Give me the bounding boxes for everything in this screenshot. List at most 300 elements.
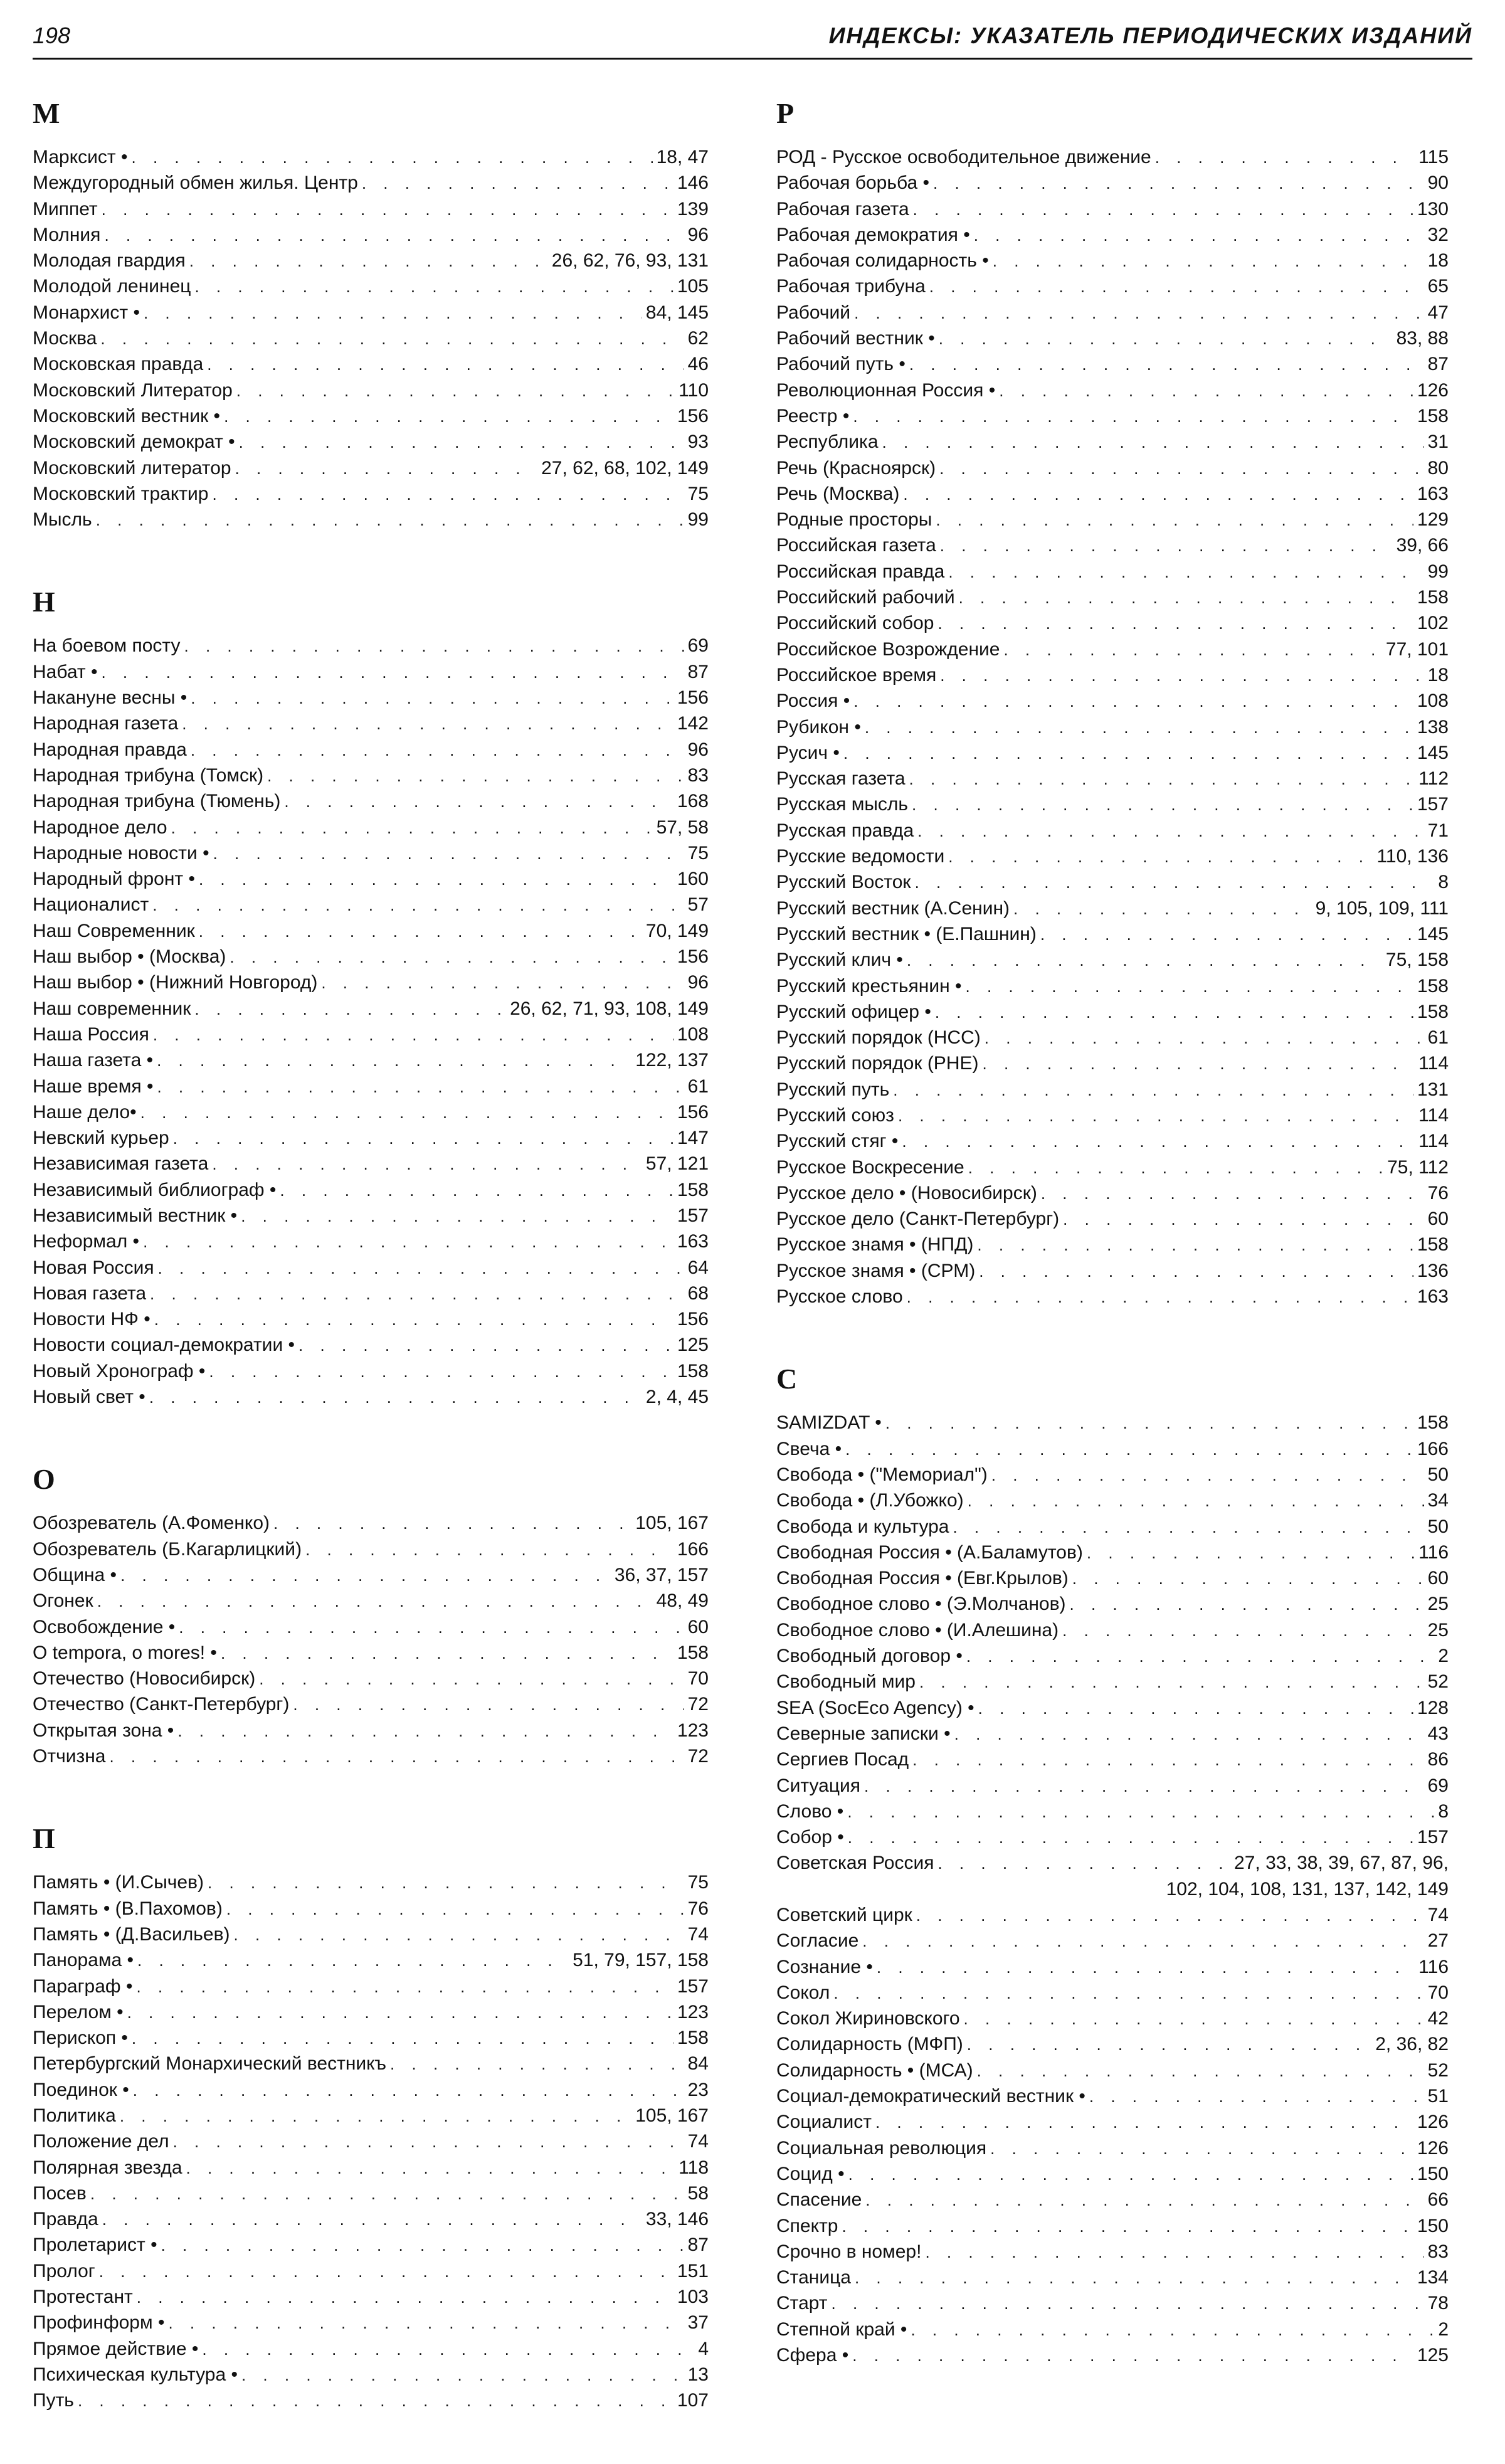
index-entry (776, 1232, 1449, 1257)
entry-title: Российская правда (776, 561, 945, 582)
index-entry (776, 1462, 1449, 1488)
entry-pages: 158 (1417, 587, 1449, 608)
index-entry (776, 740, 1449, 766)
dot-leader (1003, 637, 1381, 663)
entry-title: Посев (33, 2182, 87, 2204)
entry-pages: 134 (1417, 2267, 1449, 2288)
dot-leader (912, 792, 1413, 818)
index-entry (33, 2336, 709, 2362)
index-entry (33, 1536, 709, 1562)
entry-title: Община • (33, 1564, 117, 1585)
entry-pages: 163 (677, 1231, 709, 1252)
dot-leader (321, 970, 684, 996)
entry-title: Пролог (33, 2260, 95, 2282)
entry-pages: 70 (1427, 1982, 1449, 2003)
dot-leader (202, 2337, 694, 2362)
dot-leader (917, 818, 1423, 844)
entry-title: Русский Восток (776, 872, 911, 893)
entry-title: Сокол (776, 1982, 830, 2003)
entry-pages: 93 (687, 431, 709, 453)
dot-leader (966, 1644, 1434, 1669)
dot-leader (909, 352, 1424, 378)
index-entry (33, 1281, 709, 1306)
dot-leader (875, 2110, 1413, 2135)
dot-leader (937, 611, 1413, 637)
index-entry (776, 144, 1449, 170)
dot-leader (96, 507, 684, 533)
index-entry (776, 1025, 1449, 1050)
entry-title: Петербургский Монархический вестникъ (33, 2053, 387, 2075)
entry-title: Русский крестьянин • (776, 975, 962, 997)
index-entry (33, 351, 709, 377)
index-entry (33, 1125, 709, 1151)
entry-pages: 75 (687, 842, 709, 864)
entry-title: Русское знамя • (НПД) (776, 1234, 974, 1256)
index-entry (776, 1669, 1449, 1695)
dot-leader (224, 404, 673, 430)
entry-pages: 138 (1417, 716, 1449, 738)
dot-leader (855, 2265, 1413, 2291)
entry-pages: 18 (1427, 250, 1449, 272)
dot-leader (966, 974, 1413, 1000)
entry-pages: 158 (1417, 405, 1449, 426)
entry-title: Спектр (776, 2215, 838, 2236)
entry-title: Русское дело (Санкт-Петербург) (776, 1208, 1060, 1230)
dot-leader (137, 1948, 569, 1974)
index-entry (33, 1614, 709, 1640)
entry-pages: 27 (1427, 1930, 1449, 1952)
dot-leader (78, 2388, 673, 2414)
entry-title: Молодой ленинец (33, 276, 191, 297)
index-entry (776, 1258, 1449, 1284)
index-entry (776, 999, 1449, 1025)
index-entry (33, 429, 709, 455)
index-entry (33, 788, 709, 814)
entry-pages: 108 (1417, 690, 1449, 712)
entry-title: Русский союз (776, 1104, 894, 1126)
entry-title: Москва (33, 328, 97, 349)
entry-pages: 43 (1427, 1723, 1449, 1744)
index-entry (776, 1799, 1449, 1824)
index-entry (33, 685, 709, 711)
dot-leader (1155, 145, 1415, 171)
entry-title: Станица (776, 2267, 851, 2288)
entry-title: Народная правда (33, 739, 187, 760)
entry-title: Новая газета (33, 1282, 147, 1304)
entry-pages: 96 (687, 224, 709, 245)
entry-pages: 83 (687, 764, 709, 786)
dot-leader (968, 1155, 1383, 1181)
dot-leader (1013, 896, 1312, 922)
index-section (33, 1819, 709, 2413)
index-entry (33, 1691, 709, 1717)
index-entry (776, 2058, 1449, 2083)
entry-pages: 122, 137 (635, 1050, 709, 1071)
index-entry (776, 1928, 1449, 1954)
dot-leader (102, 2207, 642, 2233)
entry-title: Рабочая борьба • (776, 172, 929, 194)
entry-pages: 118 (679, 2157, 709, 2178)
entry-title: Российский собор (776, 613, 934, 634)
entry-title: Реестр • (776, 405, 850, 426)
entry-title: Сокол Жириновского (776, 2008, 960, 2029)
entry-pages: 46 (687, 354, 709, 375)
entry-title: Открытая зона • (33, 1720, 174, 1741)
index-entry (776, 1773, 1449, 1799)
entry-title: Наш современник (33, 998, 191, 1019)
entry-pages: 126 (1417, 379, 1449, 401)
entry-pages: 116 (1418, 1956, 1449, 1977)
entry-pages: 96 (687, 972, 709, 993)
entry-title: Сознание • (776, 1956, 873, 1977)
entry-pages: 27, 33, 38, 39, 67, 87, 96, (1234, 1853, 1449, 1874)
entry-pages: 18, 47 (656, 147, 709, 167)
section-letter-heading: Н (33, 586, 55, 618)
index-entry (33, 196, 709, 222)
dot-leader (915, 870, 1435, 896)
entry-pages: 125 (677, 1335, 709, 1356)
entry-pages: 78 (1427, 2293, 1449, 2314)
entry-title: Независимый вестник • (33, 1205, 238, 1226)
entry-title: Накануне весны • (33, 687, 187, 709)
dot-leader (936, 507, 1413, 533)
entry-pages: 102 (1417, 613, 1449, 634)
dot-leader (132, 145, 653, 171)
index-entry (776, 273, 1449, 299)
entry-title: Народная газета (33, 713, 179, 734)
entry-title: Свобода • ("Мемориал") (776, 1464, 988, 1485)
index-entry (33, 1384, 709, 1410)
dot-leader (991, 1462, 1424, 1488)
entry-title: Русский клич • (776, 949, 903, 971)
entry-pages: 146 (677, 172, 709, 194)
entry-title: Россия • (776, 690, 850, 712)
entry-title: Свободное слово • (И.Алешина) (776, 1619, 1059, 1641)
entry-pages: 156 (677, 1309, 709, 1330)
index-entry (33, 659, 709, 685)
entry-pages: 25 (1427, 1594, 1449, 1615)
index-entry (33, 815, 709, 840)
entry-pages: 64 (687, 1257, 709, 1278)
entry-title: Положение дел (33, 2131, 169, 2152)
index-entry (776, 818, 1449, 843)
entry-title: Перелом • (33, 2001, 124, 2022)
index-entry (33, 1666, 709, 1691)
entry-title: Старт (776, 2293, 828, 2314)
dot-leader (848, 2162, 1413, 2187)
entry-title: Наше время • (33, 1076, 154, 1097)
entry-title: Русское слово (776, 1286, 903, 1308)
dot-leader (120, 2103, 631, 2129)
dot-leader (953, 1515, 1423, 1540)
index-entry (776, 2342, 1449, 2368)
entry-pages: 158 (677, 2028, 709, 2049)
entry-pages: 61 (687, 1076, 709, 1097)
entry-title: Социал-демократический вестник • (776, 2086, 1085, 2107)
entry-pages: 8 (1438, 1800, 1449, 1822)
entry-pages: 26, 62, 76, 93, 131 (551, 250, 709, 272)
index-entry (33, 170, 709, 196)
entry-title: Свобода • (Л.Убожко) (776, 1490, 964, 1511)
entry-title: Солидарность • (МСА) (776, 2060, 973, 2081)
dot-leader (853, 404, 1413, 430)
dot-leader (97, 1589, 653, 1614)
index-entry (33, 2025, 709, 2051)
entry-pages: 157 (1417, 1827, 1449, 1848)
index-column-right (776, 94, 1449, 2418)
entry-title: Новый свет • (33, 1387, 145, 1408)
index-entry (33, 996, 709, 1022)
dot-leader (194, 274, 673, 300)
index-entry (776, 429, 1449, 455)
dot-leader (280, 1178, 673, 1203)
dot-leader (194, 997, 506, 1022)
entry-pages: 123 (677, 2001, 709, 2022)
index-entry (776, 1410, 1449, 1436)
index-entry (776, 2161, 1449, 2187)
dot-leader (929, 274, 1424, 300)
index-entry (33, 866, 709, 892)
index-entry (33, 1151, 709, 1176)
entry-title: Свободная Россия • (Евг.Крылов) (776, 1568, 1069, 1589)
entry-pages: 145 (1417, 923, 1449, 944)
dot-leader (852, 2343, 1413, 2369)
entry-title: Свободная Россия • (А.Баламутов) (776, 1541, 1083, 1563)
dot-leader (1062, 1618, 1424, 1644)
index-entry (776, 1721, 1449, 1747)
entry-pages: 57, 121 (645, 1153, 709, 1175)
index-entry (776, 1695, 1449, 1721)
dot-leader (990, 2136, 1413, 2162)
dot-leader (940, 533, 1393, 559)
entry-pages: 62 (687, 328, 709, 349)
index-entry (33, 1869, 709, 1895)
entry-title: Панорама • (33, 1950, 134, 1971)
dot-leader (173, 2129, 684, 2155)
entry-pages: 114 (1418, 1053, 1449, 1074)
entry-pages: 2, 4, 45 (645, 1387, 709, 1408)
dot-leader (974, 223, 1424, 248)
dot-leader (935, 1000, 1413, 1025)
entry-pages: 130 (1417, 198, 1449, 219)
entry-pages: 158 (677, 1642, 709, 1663)
dot-leader (848, 1825, 1413, 1851)
entry-pages: 74 (687, 2131, 709, 2152)
entry-title: Ситуация (776, 1775, 861, 1796)
dot-leader (186, 2155, 675, 2181)
entry-pages: 61 (1427, 1027, 1449, 1049)
entry-title: Московский демократ • (33, 431, 235, 453)
index-entry (33, 892, 709, 917)
index-entry (33, 1922, 709, 1947)
entry-pages: 125 (1417, 2345, 1449, 2366)
entry-title: Рабочий (776, 302, 851, 323)
dot-leader (221, 1641, 673, 1666)
entry-title: Наш выбор • (Нижний Новгород) (33, 972, 318, 993)
index-entry (776, 1643, 1449, 1669)
index-entry (33, 1562, 709, 1588)
entry-title: Отчизна (33, 1746, 106, 1767)
entry-pages: 26, 62, 71, 93, 108, 149 (510, 998, 709, 1019)
entry-pages: 158 (1417, 1412, 1449, 1434)
index-entry (33, 1974, 709, 1999)
entry-pages: 50 (1427, 1516, 1449, 1537)
entry-title: Республика (776, 431, 879, 453)
entry-title: Отечество (Новосибирск) (33, 1668, 256, 1689)
entry-title: Степной край • (776, 2319, 907, 2340)
entry-pages: 74 (1427, 1905, 1449, 1925)
index-entry (33, 2284, 709, 2310)
index-entry (776, 248, 1449, 273)
entry-pages: 84, 145 (645, 302, 709, 323)
entry-title: Новости НФ • (33, 1309, 150, 1330)
dot-leader (893, 1077, 1413, 1103)
dot-leader (226, 1896, 684, 1922)
entry-title: Русское знамя • (СРМ) (776, 1260, 976, 1281)
index-entry (33, 2206, 709, 2232)
entry-title: Память • (И.Сычев) (33, 1872, 204, 1893)
dot-leader (161, 2233, 684, 2258)
entry-pages: 139 (677, 198, 709, 219)
index-section (776, 94, 1449, 1309)
index-entry (776, 869, 1449, 895)
entry-title: Русское дело • (Новосибирск) (776, 1182, 1037, 1203)
section-letter-heading: М (33, 97, 60, 129)
entry-pages: 70, 149 (645, 920, 709, 941)
entry-pages: 58 (687, 2182, 709, 2204)
entry-title: Согласие (776, 1930, 859, 1952)
index-entry (776, 2317, 1449, 2342)
index-entry (776, 1206, 1449, 1232)
entry-title: Русский вестник (А.Сенин) (776, 897, 1010, 919)
index-entry (33, 1999, 709, 2025)
entry-title: Московский трактир (33, 483, 209, 504)
dot-leader (1087, 1540, 1415, 1566)
entry-pages: 8 (1438, 872, 1449, 893)
entry-title: Свободный мир (776, 1671, 916, 1693)
entry-title: Российское Возрождение (776, 638, 1000, 660)
dot-leader (177, 1718, 673, 1744)
entry-title: Советская Россия (776, 1853, 934, 1874)
index-entry (33, 2232, 709, 2258)
entry-pages: 103 (677, 2287, 709, 2308)
index-entry (776, 170, 1449, 196)
entry-pages: 105 (677, 276, 709, 297)
dot-leader (977, 2058, 1424, 2084)
index-entry (776, 921, 1449, 947)
entry-pages: 114 (1418, 1131, 1449, 1152)
entry-title: Независимая газета (33, 1153, 209, 1175)
entry-title: Путь (33, 2390, 74, 2411)
index-entry (33, 2362, 709, 2387)
dot-leader (912, 1747, 1423, 1773)
entry-pages: 158 (1417, 1234, 1449, 1256)
index-entry (33, 1510, 709, 1536)
entry-pages: 166 (1417, 1438, 1449, 1459)
entry-pages: 145 (1417, 742, 1449, 763)
index-entry (776, 1980, 1449, 2006)
entry-pages: 150 (1417, 2163, 1449, 2184)
entry-title: Свобода и культура (776, 1516, 949, 1537)
dot-leader (199, 919, 642, 944)
dot-leader (154, 1307, 673, 1333)
dot-leader (959, 585, 1413, 611)
index-entry (33, 1306, 709, 1332)
entry-pages: 156 (677, 1101, 709, 1123)
index-section (33, 583, 709, 1410)
index-section (33, 1460, 709, 1769)
dot-leader (847, 1799, 1434, 1825)
entry-title: Речь (Москва) (776, 483, 900, 504)
index-entry (33, 403, 709, 429)
dot-leader (1070, 1592, 1424, 1617)
index-entry (33, 481, 709, 507)
dot-leader (993, 248, 1424, 274)
dot-leader (150, 1281, 684, 1307)
index-entry (33, 2103, 709, 2128)
entry-title: Российское время (776, 664, 937, 685)
entry-pages: 48, 49 (656, 1590, 709, 1612)
index-entry (33, 1358, 709, 1384)
index-entry (776, 2187, 1449, 2213)
entry-title: Народное дело (33, 817, 167, 838)
index-entry (776, 2083, 1449, 2109)
index-entry (776, 222, 1449, 248)
entry-title: Срочно в номер! (776, 2241, 922, 2262)
dot-leader (140, 1100, 673, 1126)
index-entry (776, 1565, 1449, 1591)
entry-title: РОД - Русское освободительное движение (776, 147, 1151, 167)
entry-title: Сергиев Посад (776, 1749, 909, 1770)
entry-pages: 158 (677, 1179, 709, 1200)
dot-leader (191, 685, 673, 711)
entry-title: Народная трибуна (Томск) (33, 764, 264, 786)
dot-leader (907, 1284, 1413, 1310)
entry-pages: 65 (1427, 276, 1449, 297)
entry-title: Рабочая газета (776, 198, 909, 219)
dot-leader (191, 738, 684, 763)
dot-leader (948, 844, 1373, 870)
entry-pages: 77, 101 (1385, 638, 1449, 660)
entry-pages: 50 (1427, 1464, 1449, 1485)
entry-pages: 60 (687, 1616, 709, 1637)
index-entry (33, 633, 709, 658)
entry-pages: 25 (1427, 1619, 1449, 1641)
index-entry (776, 2031, 1449, 2057)
entry-title: Независимый библиограф • (33, 1179, 277, 1200)
entry-title: Сфера • (776, 2345, 849, 2366)
entry-title: Психическая культура • (33, 2364, 238, 2385)
dot-leader (933, 171, 1424, 196)
entry-pages: 68 (687, 1282, 709, 1304)
dot-leader (153, 1022, 673, 1048)
dot-leader (978, 1696, 1413, 1721)
entry-title: Прямое действие • (33, 2338, 199, 2359)
entry-pages: 83, 88 (1396, 328, 1449, 349)
index-entry (33, 455, 709, 481)
entry-pages: 51, 79, 157, 158 (573, 1950, 709, 1971)
entry-pages: 60 (1427, 1208, 1449, 1230)
dot-leader (136, 1974, 673, 2000)
entry-title: Поединок • (33, 2079, 129, 2100)
entry-title: О tempora, o mores! • (33, 1642, 217, 1663)
dot-leader (919, 1669, 1424, 1695)
entry-title: Мысль (33, 509, 92, 531)
dot-leader (273, 1511, 631, 1536)
index-entry (33, 918, 709, 944)
index-entry (33, 144, 709, 170)
index-entry (33, 1177, 709, 1203)
